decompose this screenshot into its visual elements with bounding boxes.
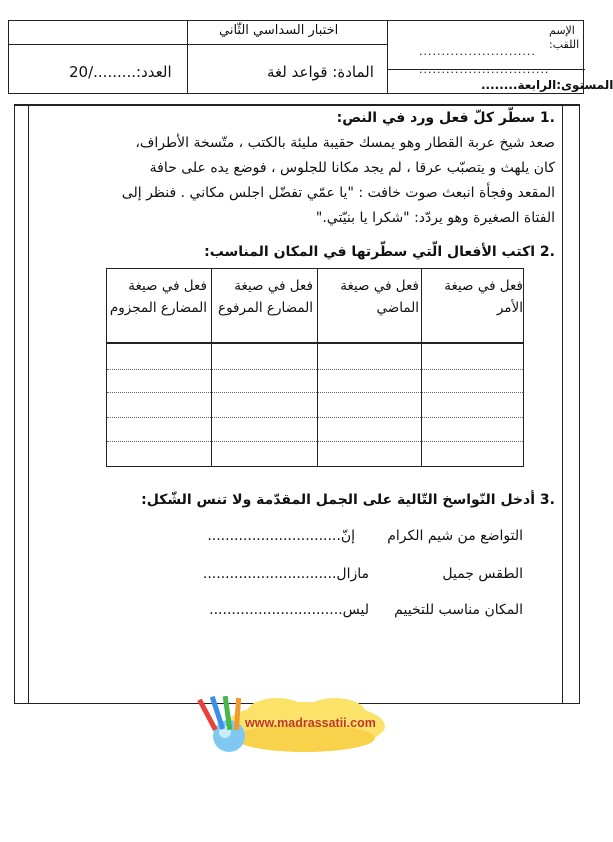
subject-label: المادة: قواعد لغة	[267, 63, 374, 81]
question-2-instruction: اكتب الأفعال الّتي سطّرتها في المكان المناسب:	[204, 244, 536, 260]
name-label: الإسم	[549, 24, 575, 37]
question-1-number: .1	[539, 110, 555, 126]
text-line-3: المقعد وفجأة انبعث صوت خافت : "يا عمّي تفضّل اجلس مكاني . فنظر إلى	[121, 185, 555, 201]
exercise-answer-1[interactable]: إنّ..............................	[207, 528, 355, 544]
question-3-instruction: أدخل النّواسخ التّالية على الجمل المقدّمة ولا تنس الشّكل:	[141, 492, 536, 508]
column-header-past: فعل في صيغة الماضي	[340, 278, 419, 316]
exercise-answer-3[interactable]: ليس..............................	[209, 602, 369, 618]
text-line-4: الفتاة الصغيرة وهو يردّد: "شكرا يا بنيّتي."	[315, 210, 555, 226]
exercise-answer-2[interactable]: مازال..............................	[202, 566, 369, 582]
surname-label: اللقب:	[549, 38, 580, 51]
exam-title: اختبار السداسي الثّاني	[219, 23, 339, 38]
website-url[interactable]: www.madrassatii.com	[245, 716, 376, 730]
question-2-number: .2	[539, 244, 555, 260]
text-line-2: كان يلهث و يتصبّب عرقا ، لم يجد مكانا للجلوس ، فوضع يده على حافة	[149, 160, 555, 176]
exercise-sentence-2: الطقس جميل	[442, 566, 523, 582]
exercise-sentence-1: التواضع من شيم الكرام	[387, 528, 523, 544]
exam-header	[8, 20, 613, 94]
column-header-present-jussive: فعل في صيغة المضارع المجزوم	[109, 278, 207, 316]
exercise-sentence-3: المكان مناسب للتخييم	[394, 602, 523, 618]
surname-field[interactable]: ..........................	[419, 45, 536, 58]
column-header-present-indicative: فعل في صيغة المضارع المرفوع	[218, 278, 313, 316]
site-logo	[195, 690, 395, 760]
question-1	[337, 110, 555, 126]
question-3-number: .3	[539, 492, 555, 508]
level-label: المستوى:الرابعة........	[481, 78, 613, 92]
text-line-1: صعد شيخ عربة القطار وهو يمسك حقيبة مليئة بالكتب ، متّسخة الأطراف،	[135, 135, 555, 151]
name-field[interactable]: .............................	[419, 63, 550, 76]
column-header-imperative: فعل في صيغة الأمر	[444, 278, 523, 316]
question-1-instruction: سطّر كلّ فعل ورد في النص:	[336, 110, 536, 126]
score-field[interactable]: العدد:........./20	[69, 63, 172, 81]
question-2	[204, 244, 555, 260]
question-3	[141, 492, 555, 508]
verbs-table	[106, 268, 524, 467]
